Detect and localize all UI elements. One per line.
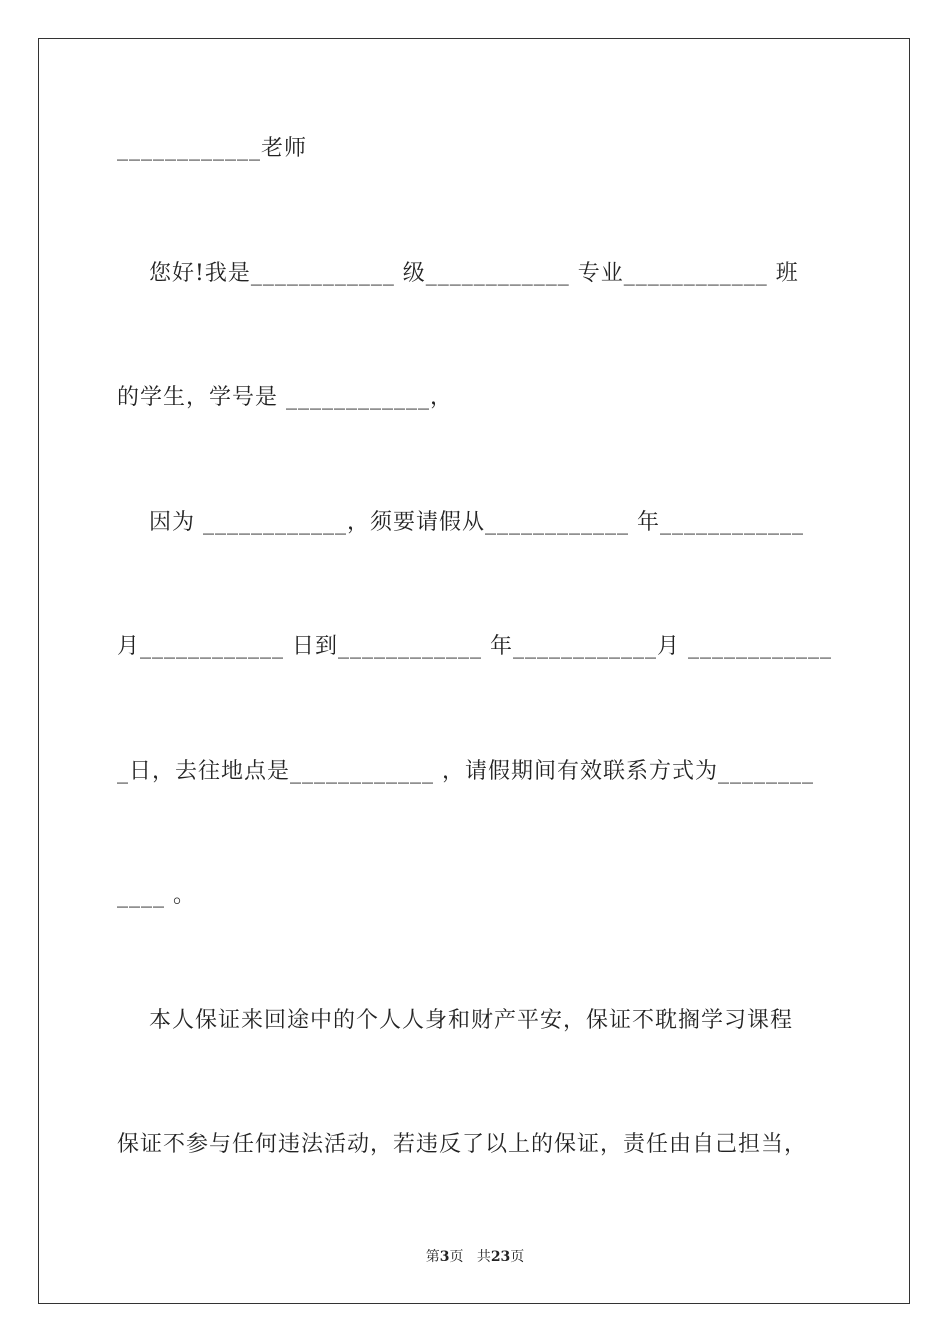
date-range-line: 月____________ 日到____________ 年____________月 ____________ [117, 634, 832, 659]
student-id-line: 的学生，学号是 ____________， [117, 385, 453, 410]
contact-end-line: ____ 。 [117, 883, 196, 908]
page-suffix: 页 [449, 1249, 464, 1265]
page-footer [0, 1248, 950, 1266]
page-border [38, 38, 910, 1304]
guarantee-line-2: 保证不参与任何违法活动，若违反了以上的保证，责任由自己担当， [117, 1132, 808, 1157]
page-prefix: 第 [425, 1249, 440, 1265]
total-prefix: 共 [476, 1249, 491, 1265]
total-suffix: 页 [510, 1249, 525, 1265]
reason-line: 因为 ____________，须要请假从____________ 年____________ [117, 510, 804, 535]
destination-line: _日，去往地点是____________ ，请假期间有效联系方式为________ [117, 759, 814, 784]
teacher-salutation-line: ____________老师 [117, 136, 308, 161]
total-pages: 23 [490, 1249, 511, 1265]
greeting-line: 您好!我是____________ 级____________ 专业____________ 班 [117, 261, 799, 286]
guarantee-line-1: 本人保证来回途中的个人人身和财产平安，保证不耽搁学习课程 [117, 1008, 793, 1033]
page-number: 3 [439, 1249, 450, 1265]
